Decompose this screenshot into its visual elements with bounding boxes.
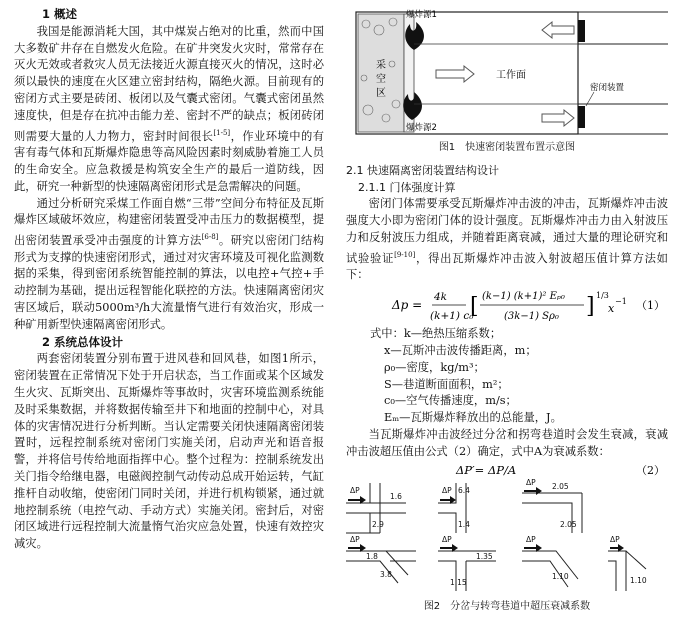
where-title: 式中：k—绝热压缩系数； <box>370 327 502 341</box>
airflow-arrow-icon <box>436 66 474 82</box>
attenuation-value: 2.05 <box>560 519 577 529</box>
attenuation-value: 1.4 <box>458 519 470 529</box>
sealing-device <box>578 106 585 128</box>
airflow-arrow-icon <box>542 22 574 38</box>
svg-text:x: x <box>608 302 615 316</box>
attenuation-value: 3.8 <box>380 569 392 579</box>
delta-p-label: ΔP <box>350 534 360 544</box>
goaf-area <box>358 14 404 132</box>
delta-p-label: ΔP <box>526 534 536 544</box>
goaf-label: 区 <box>376 88 386 99</box>
delta-p-label: ΔP <box>442 485 452 495</box>
delta-p-label: ΔP <box>350 485 360 495</box>
explosion-source-2-label: 爆炸源2 <box>406 123 437 133</box>
attenuation-value: 1.35 <box>476 551 493 561</box>
goaf-label: 空 <box>376 74 386 85</box>
svg-text:(k+1) c₀: (k+1) c₀ <box>430 310 474 323</box>
explosion-source-1-label: 爆炸源1 <box>406 10 437 20</box>
attenuation-value: 1.15 <box>450 577 467 587</box>
left-column <box>14 6 324 553</box>
paragraph: 密闭门体需要承受瓦斯爆炸冲击波的冲击，瓦斯爆炸冲击波强度大小即为密闭门体的设计强度。瓦斯爆炸冲击力由入射波压力和反射波压力组成，并随着距离衰减，通过大量的理论研究和试验验证[9-10]，得出瓦斯爆炸冲击波入射波超压值计算方法如下： <box>346 197 668 282</box>
attenuation-value: 2.9 <box>372 519 384 529</box>
section-2-1-1-heading: 2.1.1 门体强度计算 <box>358 180 456 194</box>
svg-text:−1: −1 <box>615 297 627 307</box>
equation-number: （1） <box>636 299 665 313</box>
equation-2 <box>346 461 668 479</box>
figure-1-caption: 图1 快速密闭装置布置示意图 <box>438 142 576 153</box>
figure-1 <box>346 6 668 138</box>
attenuation-value: 1.6 <box>390 491 402 501</box>
paragraph: 通过分析研究采煤工作面自燃“三带”空间分布特征及瓦斯爆炸区域破坏效应，构建密闭装置受冲击压力的数据模型，提出密闭装置承受冲击强度的计算方法[6-8]。研究以密闭门结构形式为支撑的快速密闭形式，通过对灾害环境及可视化监测数据的采集，得到密闭系统智能控制的算法，以电控+气控+手动控制为基础，提出远程智能化联控的方法。快速隔离密闭灾害区域后，联动5000m³/h大流量惰气进行有效治灾，形成一种矿用新型快速隔离密闭形式。 <box>14 196 324 331</box>
paragraph: 两套密闭装置分别布置于进风巷和回风巷，如图1所示，密闭装置在正常情况下处于开启状态，当工作面或某个区域发生火灾、瓦斯突出、瓦斯爆炸等事故时，灾害环境监测系统能及时采集数据，并将数据传输至井下和地面的控制中心，对具体的灾害情况进行分析判断。当认定需要关闭快速隔离密闭装置时，远程控制系统对密闭门实施关闭，启动声光和语音报警，并将信号传给地面指挥中心。整个过程为：控制系统发出关门指令给继电器，电磁阀控制气动传动总成开始运转，气缸推杆自动收缩，使密闭门同时关闭，并进行机构锁紧，通过就地控制系统（电控气动、手动方式）实施关闭。密封后，对密闭区域进行远程控制大流量惰气治灾应急处置，快速有效控灾减灾。 <box>14 352 324 551</box>
delta-p-label: ΔP <box>526 478 536 487</box>
svg-text:[: [ <box>470 294 479 320</box>
variable-definition: ρ₀—密度，kg/m³； <box>384 360 485 374</box>
attenuation-value: 1.10 <box>552 571 569 581</box>
variable-definition: Eₘ—瓦斯爆炸释放出的总能量，J。 <box>384 411 562 425</box>
equation-number: （2） <box>636 463 665 477</box>
section-1-heading: 1 概述 <box>42 7 78 21</box>
variable-definition: S—巷道断面面积，m²； <box>384 377 509 391</box>
svg-text:4k: 4k <box>434 291 448 304</box>
goaf-label: 采 <box>376 60 386 71</box>
sealing-device <box>578 20 585 42</box>
svg-text:(3k−1) Sρ₀: (3k−1) Sρ₀ <box>504 311 559 323</box>
equation-1 <box>346 284 668 326</box>
right-column <box>346 6 668 621</box>
paragraph: 当瓦斯爆炸冲击波经过分岔和拐弯巷道时会发生衰减，衰减冲击波超压值由公式（2）确定，式中A为衰减系数： <box>346 427 668 458</box>
delta-p-label: ΔP <box>442 534 452 544</box>
airflow-arrow-icon <box>542 110 574 126</box>
sealing-device-label: 密闭装置 <box>590 83 625 93</box>
svg-text:]: ] <box>586 294 595 320</box>
attenuation-value: 1.8 <box>366 551 378 561</box>
paragraph: 我国是能源消耗大国，其中煤炭占绝对的比重，然而中国大多数矿井存在自燃发火危险。在矿井突发火灾时，常常存在灭火无效或者救灾人员无法接近火源直接灭火的情况，这时必须以最快的速度在火区建立密封结构，隔绝火源。目前现有的密闭方式主要是砖闭、板闭以及气囊式密闭。气囊式密闭虽然速度快，但是存在抗冲击能力差、密封不严的缺点；板闭砖闭则需要大量的人力物力，密封时间很长[1-5]，作业环境中的有害有毒气体和瓦斯爆炸隐患等高风险因素时刻威胁着施工人员的生命安全。应急救援是构筑安全生产的最后一道防线，因此，研究一种新型的快速隔离密闭形式是急需解决的问题。 <box>14 24 324 193</box>
svg-text:(k−1) (k+1)² Eₚ₀: (k−1) (k+1)² Eₚ₀ <box>482 291 565 303</box>
attenuation-value: 1.10 <box>630 575 647 585</box>
attenuation-value: 6.4 <box>458 485 470 495</box>
svg-text:1/3: 1/3 <box>596 291 609 301</box>
variable-definition: x—瓦斯冲击波传播距离，m； <box>384 343 537 357</box>
figure-2 <box>346 479 668 597</box>
figure-2-caption: 图2 分岔与转弯巷道中超压衰减系数 <box>423 600 591 612</box>
delta-p-label: ΔP <box>610 534 620 544</box>
variable-definition: c₀—空气传播速度，m/s； <box>384 394 517 408</box>
attenuation-value: 2.05 <box>552 481 569 491</box>
working-face-label: 工作面 <box>496 70 526 81</box>
section-2-1-heading: 2.1 快速隔离密闭装置结构设计 <box>346 163 499 177</box>
svg-text:Δp =: Δp = <box>392 298 423 313</box>
section-2-heading: 2 系统总体设计 <box>42 334 124 349</box>
equation-text: ΔP′= ΔP/A <box>456 462 517 477</box>
